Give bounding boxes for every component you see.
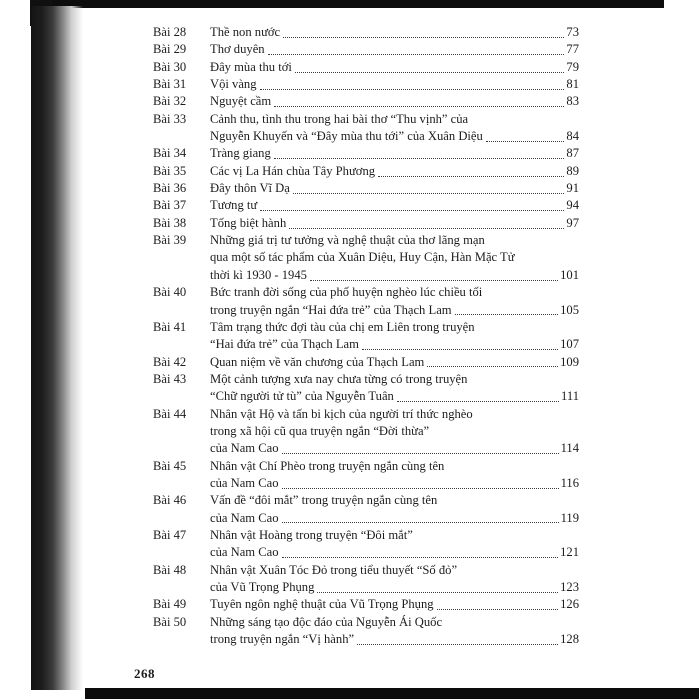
toc-entry-title-text: Quan niệm về văn chương của Thạch Lam <box>210 354 425 369</box>
toc-entry-content <box>210 197 579 214</box>
toc-entry-title-text: Tuyên ngôn nghệ thuật của Vũ Trọng Phụng <box>210 597 434 612</box>
toc-entry-title-text: của Nam Cao <box>210 545 279 560</box>
toc-entry-title-text: Đây thôn Vĩ Dạ <box>210 181 290 196</box>
toc-entry-line <box>210 406 579 423</box>
dotted-leader <box>274 145 565 159</box>
dotted-leader <box>289 215 564 229</box>
toc-entry <box>153 614 579 649</box>
toc-entry <box>153 354 579 371</box>
toc-entry-content <box>210 371 579 406</box>
toc-entry-line <box>210 475 579 492</box>
toc-entry-page-number: 79 <box>566 59 579 74</box>
toc-entry-content <box>210 41 579 58</box>
toc-entry-line <box>210 145 579 162</box>
toc-entry-line <box>210 59 579 76</box>
toc-entry-title-text: Nhân vật Xuân Tóc Đỏ trong tiểu thuyết “Số đỏ” <box>210 562 458 577</box>
toc-entry <box>153 319 579 354</box>
toc-entry-page-number: 105 <box>560 302 579 317</box>
toc-entry-line <box>210 336 579 353</box>
toc-entry-line <box>210 319 579 336</box>
toc-entry-line <box>210 371 579 388</box>
toc-entry-line <box>210 41 579 58</box>
dotted-leader <box>260 197 564 211</box>
scan-top-edge <box>30 0 664 8</box>
toc-entry-title-text: Thơ duyên <box>210 42 265 57</box>
toc-entry-label: Bài 45 <box>153 458 187 473</box>
toc-entry-label: Bài 49 <box>153 597 187 612</box>
toc-entry-page-number: 81 <box>566 77 579 92</box>
toc-entry-label: Bài 39 <box>153 233 187 248</box>
toc-entry-line <box>210 423 579 440</box>
toc-entry-content <box>210 354 579 371</box>
toc-entry-page-number: 111 <box>561 389 579 404</box>
toc-entry-page-number: 107 <box>560 337 579 352</box>
toc-entry-title-text: trong truyện ngắn “Hai đứa trẻ” của Thạch Lam <box>210 302 452 317</box>
toc-entry <box>153 371 579 406</box>
toc-entry-line <box>210 631 579 648</box>
toc-entry-line <box>210 93 579 110</box>
toc-entry-content <box>210 232 579 284</box>
toc-entry-line <box>210 510 579 527</box>
dotted-leader <box>295 59 565 73</box>
toc-entry-label: Bài 44 <box>153 406 187 421</box>
toc-entry-label: Bài 50 <box>153 614 187 629</box>
dotted-leader <box>282 544 559 558</box>
toc-entry-content <box>210 596 579 613</box>
toc-entry-content <box>210 180 579 197</box>
toc-entry <box>153 24 579 41</box>
dotted-leader <box>283 24 564 38</box>
dotted-leader <box>455 302 559 316</box>
toc-entry-title-text: Nhân vật Hộ và tấn bi kịch của người trí thức nghèo <box>210 406 473 421</box>
toc-entry-title-text: Cảnh thu, tình thu trong hai bài thơ “Thu vịnh” của <box>210 111 469 126</box>
toc-list <box>153 24 579 648</box>
toc-entry-page-number: 84 <box>566 129 579 144</box>
toc-entry-page-number: 128 <box>560 632 579 647</box>
toc-entry-content <box>210 163 579 180</box>
toc-entry-title-text: Vội vàng <box>210 77 257 92</box>
toc-entry-content <box>210 492 579 527</box>
toc-entry <box>153 145 579 162</box>
toc-entry-content <box>210 145 579 162</box>
toc-entry-title-text: “Chữ người tử tù” của Nguyễn Tuân <box>210 389 394 404</box>
toc-entry-page-number: 101 <box>560 267 579 282</box>
dotted-leader <box>427 354 558 368</box>
toc-entry-line <box>210 249 579 266</box>
toc-entry-label: Bài 36 <box>153 181 187 196</box>
toc-entry-page-number: 89 <box>566 163 579 178</box>
toc-entry-content <box>210 111 579 146</box>
toc-entry-label: Bài 48 <box>153 562 187 577</box>
toc-entry-label: Bài 46 <box>153 493 187 508</box>
toc-entry <box>153 596 579 613</box>
toc-entry-label: Bài 33 <box>153 111 187 126</box>
toc-entry-page-number: 123 <box>560 580 579 594</box>
toc-entry-line <box>210 163 579 180</box>
toc-entry-content <box>210 562 579 597</box>
toc-entry-title-text: Nhân vật Chí Phèo trong truyện ngắn cùng tên <box>210 458 445 473</box>
toc-entry-page-number: 94 <box>566 198 579 213</box>
page-number: 268 <box>134 666 155 681</box>
toc-entry-title-text: Nguyễn Khuyến và “Đây mùa thu tới” của Xuân Diệu <box>210 129 483 144</box>
toc-entry-label: Bài 35 <box>153 163 187 178</box>
dotted-leader <box>357 631 558 645</box>
toc-entry <box>153 180 579 197</box>
toc-entry-content <box>210 527 579 562</box>
toc-entry-page-number: 83 <box>566 94 579 109</box>
toc-entry-page-number: 87 <box>566 146 579 161</box>
toc-entry <box>153 111 579 146</box>
toc-entry-line <box>210 354 579 371</box>
toc-entry-page-number: 121 <box>560 545 579 560</box>
toc-entry <box>153 492 579 527</box>
toc-entry-page-number: 77 <box>566 42 579 57</box>
toc-entry-content <box>210 215 579 232</box>
toc-entry <box>153 197 579 214</box>
dotted-leader <box>282 440 559 454</box>
toc-entry-label: Bài 31 <box>153 77 187 92</box>
toc-entry <box>153 163 579 180</box>
toc-entry-title-text: Bức tranh đời sống của phố huyện nghèo lúc chiều tối <box>210 285 483 300</box>
toc-entry-title-text: Nhân vật Hoàng trong truyện “Đôi mắt” <box>210 527 413 542</box>
toc-entry-label: Bài 32 <box>153 94 187 109</box>
toc-entry-line <box>210 579 579 596</box>
toc-entry <box>153 215 579 232</box>
toc-entry-label: Bài 28 <box>153 25 187 39</box>
toc-entry-line <box>210 215 579 232</box>
toc-entry <box>153 41 579 58</box>
dotted-leader <box>310 267 558 281</box>
toc-entry-line <box>210 562 579 579</box>
toc-entry-title-text: của Nam Cao <box>210 510 279 525</box>
dotted-leader <box>317 579 558 593</box>
toc-entry-title-text: Nguyệt cầm <box>210 94 272 109</box>
toc-entry-title-text: Những giá trị tư tưởng và nghệ thuật của thơ lãng mạn <box>210 233 485 248</box>
toc-entry-line <box>210 302 579 319</box>
toc-entry-title-text: Tống biệt hành <box>210 215 287 230</box>
toc-entry-page-number: 114 <box>560 441 579 456</box>
toc-entry-title-text: Những sáng tạo độc đáo của Nguyễn Ái Quốc <box>210 614 443 629</box>
toc-entry-title-text: trong xã hội cũ qua truyện ngắn “Đời thừa” <box>210 423 430 438</box>
toc-entry-label: Bài 34 <box>153 146 187 161</box>
toc-entry <box>153 458 579 493</box>
toc-entry-label: Bài 29 <box>153 42 187 57</box>
toc-entry-page-number: 116 <box>560 475 579 490</box>
toc-entry-label: Bài 41 <box>153 319 187 334</box>
dotted-leader <box>397 388 559 402</box>
toc-entry-label: Bài 42 <box>153 354 187 369</box>
toc-entry-content <box>210 284 579 319</box>
toc-entry-line <box>210 614 579 631</box>
toc-entry <box>153 527 579 562</box>
toc-entry-line <box>210 197 579 214</box>
toc-entry <box>153 93 579 110</box>
toc-entry-label: Bài 40 <box>153 285 187 300</box>
dotted-leader <box>362 336 558 350</box>
toc-entry-title-text: Tràng giang <box>210 146 271 161</box>
toc-entry-title-text: Tương tư <box>210 198 258 213</box>
toc-entry-title-text: Một cảnh tượng xưa nay chưa từng có trong truyện <box>210 371 468 386</box>
toc-entry-title-text: Thề non nước <box>210 25 281 39</box>
toc-entry-content <box>210 76 579 93</box>
toc-entry-label: Bài 30 <box>153 59 187 74</box>
toc-entry-title-text: của Vũ Trọng Phụng <box>210 580 315 594</box>
toc-entry-title-text: qua một số tác phẩm của Xuân Diệu, Huy Cận, Hàn Mặc Tử <box>210 250 515 265</box>
toc-entry-content <box>210 319 579 354</box>
toc-entry-page-number: 126 <box>560 597 579 612</box>
toc-entry <box>153 76 579 93</box>
toc-entry-title-text: Các vị La Hán chùa Tây Phương <box>210 163 376 178</box>
toc-entry-title-text: thời kì 1930 - 1945 <box>210 267 307 282</box>
dotted-leader <box>282 475 559 489</box>
dotted-leader <box>260 76 565 90</box>
toc-entry-line <box>210 180 579 197</box>
dotted-leader <box>486 128 565 142</box>
toc-entry-line <box>210 440 579 457</box>
dotted-leader <box>274 93 564 107</box>
toc-entry-title-text: Đây mùa thu tới <box>210 59 292 74</box>
toc-entry-page-number: 97 <box>566 215 579 230</box>
toc-entry-content <box>210 458 579 493</box>
toc-entry-title-text: của Nam Cao <box>210 475 279 490</box>
toc-entry-title-text: Vấn đề “đôi mắt” trong truyện ngắn cùng tên <box>210 493 438 508</box>
toc-entry-line <box>210 527 579 544</box>
toc-entry-line <box>210 596 579 613</box>
toc-entry-page-number: 119 <box>560 510 579 525</box>
toc-entry <box>153 284 579 319</box>
toc-entry-title-text: của Nam Cao <box>210 441 279 456</box>
toc-entry-line <box>210 76 579 93</box>
toc-entry-label: Bài 38 <box>153 215 187 230</box>
toc-entry-line <box>210 267 579 284</box>
toc-entry-page-number: 109 <box>560 354 579 369</box>
toc-entry-content <box>210 59 579 76</box>
toc-entry-page-number: 91 <box>566 181 579 196</box>
toc-entry-title-text: trong truyện ngắn “Vị hành” <box>210 632 355 647</box>
toc-entry-line <box>210 128 579 145</box>
toc-entry-title-text: “Hai đứa trẻ” của Thạch Lam <box>210 337 359 352</box>
toc-entry-line <box>210 492 579 509</box>
toc-entry-content <box>210 24 579 41</box>
dotted-leader <box>282 510 559 524</box>
toc-entry-label: Bài 43 <box>153 371 187 386</box>
scan-bottom-edge <box>85 688 699 699</box>
toc-entry-line <box>210 24 579 41</box>
toc-entry-title-text: Tâm trạng thức đợi tàu của chị em Liên trong truyện <box>210 319 475 334</box>
toc-entry <box>153 406 579 458</box>
book-spine-shadow <box>31 6 83 690</box>
toc-entry-page-number: 73 <box>566 25 579 39</box>
toc-entry-line <box>210 232 579 249</box>
toc-entry-line <box>210 388 579 405</box>
toc-entry-content <box>210 93 579 110</box>
toc-entry-label: Bài 37 <box>153 198 187 213</box>
toc-entry-line <box>210 111 579 128</box>
toc-entry-line <box>210 544 579 561</box>
toc-entry <box>153 562 579 597</box>
toc-entry-label: Bài 47 <box>153 527 187 542</box>
toc-entry <box>153 59 579 76</box>
dotted-leader <box>268 41 565 55</box>
dotted-leader <box>437 596 559 610</box>
toc-entry <box>153 232 579 284</box>
dotted-leader <box>378 163 564 177</box>
dotted-leader <box>293 180 565 194</box>
toc-entry-line <box>210 284 579 301</box>
toc-entry-content <box>210 614 579 649</box>
toc-entry-content <box>210 406 579 458</box>
toc-entry-line <box>210 458 579 475</box>
